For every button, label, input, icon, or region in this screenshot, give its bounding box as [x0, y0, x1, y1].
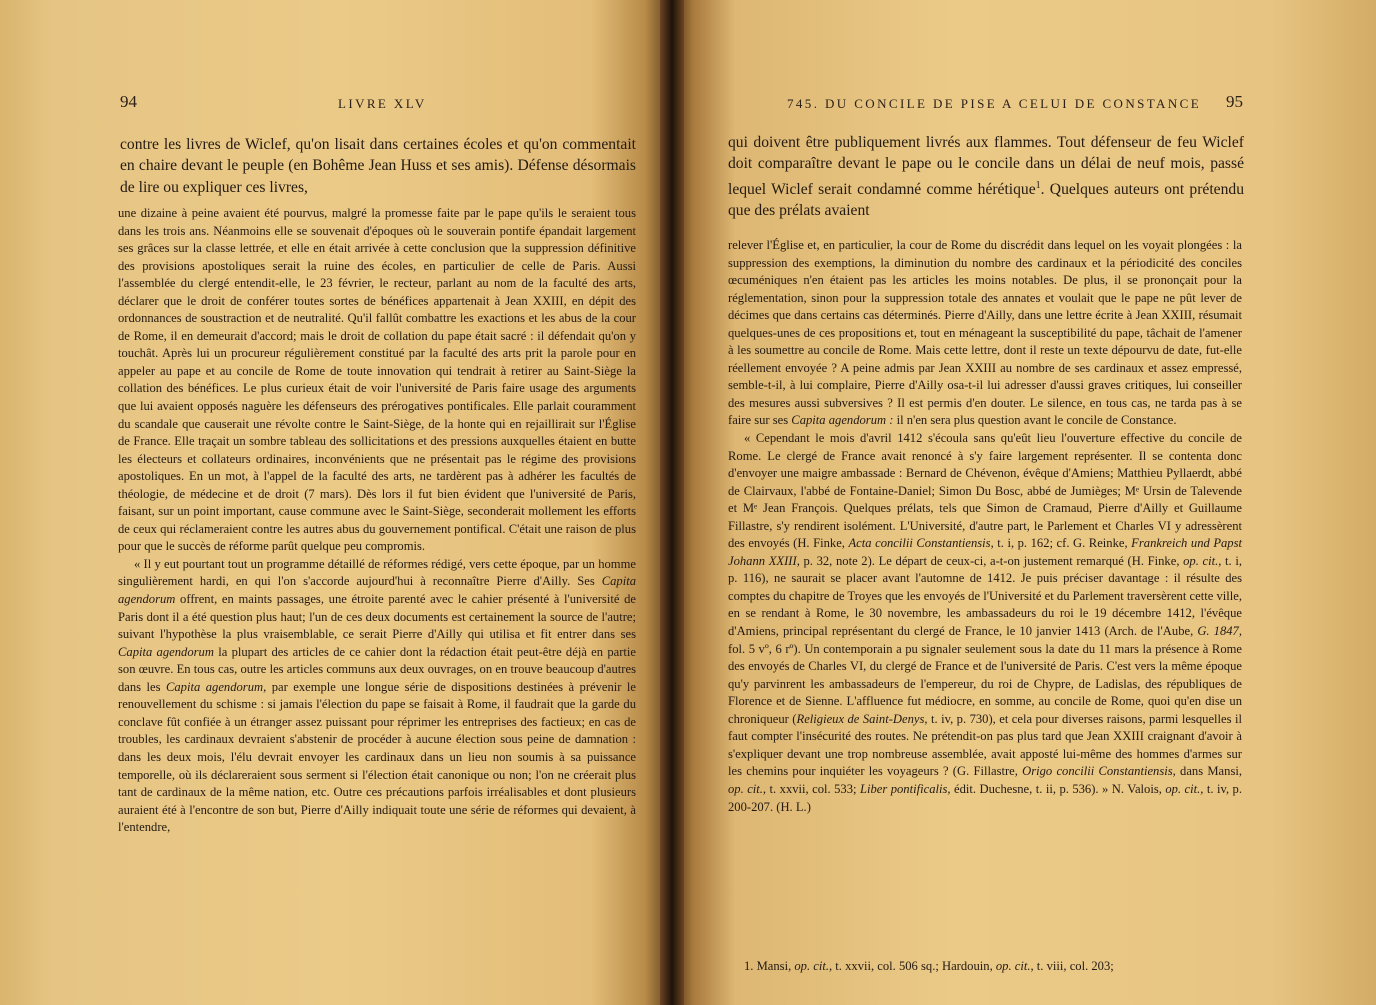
page-number: 95	[1226, 92, 1243, 111]
footnote	[728, 958, 1242, 976]
right-page	[672, 0, 1376, 1005]
main-paragraph: contre les livres de Wiclef, qu'on lisait dans certaines écoles et qu'on commentait en chaire devant le peuple (en Bohême Jean Huss et ses amis). Défense désormais de lire ou expliquer ces livres,	[120, 136, 636, 196]
book-gutter	[660, 0, 684, 1005]
note-paragraph: « Cependant le mois d'avril 1412 s'écoula sans qu'eût lieu l'ouverture effective du concile de Rome. Le clergé de France avait renoncé à s'y faire largement représenter. Il se contenta donc d'envoyer une maigre ambassade : Bernard de Chévenon, évêque d'Amiens; Matthieu Pyllaerdt, abbé de Clairvaux, l'abbé de Fontaine-Daniel; Simon Du Bosc, abbé de Jumièges; Mᵉ Ursin de Talevende et Mᵉ Jean François. Quelques prélats, tels que Simon de Cramaud, Pierre d'Ailly et Guillaume Fillastre, s'y rendirent isolément. L'Université, d'autre part, le Parlement et Charles VI y adressèrent des envoyés (H. Finke, Acta concilii Constantiensis, t. i, p. 162; cf. G. Reinke, Frankreich und Papst Johann XXIII, p. 32, note 2). Le départ de ceux-ci, a-t-on justement remarqué (H. Finke, op. cit., t. i, p. 116), ne saurait se placer avant l'automne de 1412. Je puis préciser davantage : il résulte des comptes du chapitre de Troyes que les envoyés de l'Université et du Parlement traversèrent cette ville, en se rendant à Rome, le 30 novembre, les ambassadeurs du roi le 19 décembre 1412, l'évêque d'Amiens, principal représentant du clergé de France, le 10 janvier 1413 (Arch. de l'Aube, G. 1847, fol. 5 vº, 6 rº). Un contemporain a pu signaler seulement sous la date du 11 mars la présence à Rome des envoyés de Charles VI, du clergé de France et de l'université de Paris. C'est vers la même époque qu'y parvinrent les ambassadeurs de l'empereur, du roi de Chypre, de Ladislas, des républiques de Florence et de Sienne. L'affluence fut médiocre, en somme, au concile de Rome, quoi qu'en dise un chroniqueur (Religieux de Saint-Denys, t. iv, p. 730), et cela pour diverses raisons, parmi lesquelles il faut compter l'insécurité des routes. Ne prétendit-on pas plus tard que Jean XXIII craignant d'avoir à s'expliquer devant une trop nombreuse assemblée, avait apposté lui-même des hommes d'armes sur les chemins pour inquiéter les voyageurs ? (G. Fillastre, Origo concilii Constantiensis, dans Mansi, op. cit., t. xxvii, col. 533; Liber pontificalis, édit. Duchesne, t. ii, p. 536). » N. Valois, op. cit., t. iv, p. 200-207. (H. L.)	[728, 431, 1243, 814]
note-paragraph: une dizaine à peine avaient été pourvus, malgré la promesse faite par le pape qu'ils le seraient tous dans les trois ans. Néanmoins elle se souvenait d'époques où le souverain pontife épandait largement ses grâces sur la classe lettrée, et elle en était arrivée à cette conclusion que la suppression définitive des provisions apostoliques serait la ruine des écoles, en particulier de celle de Paris. Aussi l'assemblée du clergé entendit-elle, le 23 février, le recteur, parlant au nom de la faculté des arts, déclarer que le droit de conférer toutes sortes de bénéfices appartenait à Jean XXIII, en dépit des ordonnances de soustraction et de neutralité. Qu'il fallût combattre les exactions et les abus de la cour de Rome, il en demeurait d'accord; mais le droit de collation du pape était sacré : il défendait qu'on y touchât. Après lui un procureur régulièrement constitué par la faculté des arts prit la parole pour en appeler au pape et au concile de Rome de toute innovation qui tendrait à retirer au Saint-Siège la collation des bénéfices. Le plus curieux était de voir l'université de Paris faire usage des arguments que lui avaient opposés naguère les défenseurs des prérogatives pontificales. Elle parlait couramment du scandale que causerait une révolte contre le Saint-Siège, de la honte qui en rejaillirait sur l'Église de France. Elle traçait un sombre tableau des sollicitations et des pressions auxquelles étaient en butte les électeurs et collateurs ordinaires, inconvénients que ne présentait pas le régime des provisions apostoliques. En un mot, à l'appel de la faculté des arts, ne tardèrent pas à adhérer les facultés de théologie, de médecine et de droit (7 mars). Dès lors il fut bien évident que l'université de Paris, faisant, sur un point important, cause commune avec le Saint-Siège, seconderait mollement les efforts de ceux qui réclameraient contre les autres abus du gouvernement pontifical. C'était une raison de plus pour que le succès de réforme parût quelque peu compromis.	[118, 206, 636, 554]
note-text	[728, 237, 1242, 816]
main-text	[728, 132, 1244, 221]
main-paragraph: qui doivent être publiquement livrés aux flammes. Tout défenseur de feu Wiclef doit comparaître devant le pape ou le concile dans un délai de neuf mois, passé lequel Wiclef serait condamné comme hérétique$^1$. Quelques auteurs ont prétendu que des prélats avaient	[728, 134, 1244, 220]
page-number: 94	[120, 92, 137, 111]
running-head: LIVRE XLV	[338, 96, 427, 111]
left-page	[0, 0, 672, 1005]
footnote-paragraph: 1. Mansi, op. cit., t. xxvii, col. 506 sq.; Hardouin, op. cit., t. viii, col. 203;	[744, 959, 1114, 973]
note-paragraph: « Il y eut pourtant tout un programme détaillé de réformes rédigé, vers cette époque, par un homme singulièrement hardi, en qui l'on s'accorde aujourd'hui à reconnaître Pierre d'Ailly. Ses Capita agendorum offrent, en maints passages, une étroite parenté avec le cahier présenté à l'université de Paris dont il a été question plus haut; l'un de ces deux documents est certainement la source de l'autre; suivant l'hypothèse la plus vraisemblable, ce serait Pierre d'Ailly qui utilisa et fit entrer dans ses Capita agendorum la plupart des articles de ce cahier dont la rédaction était peut-être déjà en partie son œuvre. En tous cas, outre les articles communs aux deux ouvrages, on en trouve beaucoup d'autres dans les Capita agendorum, par exemple une longue série de dispositions destinées à prévenir le renouvellement du schisme : si jamais l'élection du pape se faisait à Rome, il faudrait que la garde du conclave fût confiée à un étranger assez puissant pour réprimer les entreprises des factieux; en cas de troubles, les cardinaux devraient s'abstenir de procéder à aucune élection sous peine de damnation : dans les deux mois, l'élu devrait envoyer les cardinaux dans un lieu non soumis à sa puissance temporelle, où ils déclareraient sous serment si l'élection était canonique ou non; l'on ne créerait plus tant de cardinaux de la même nation, etc. Outre ces précautions parfois irréalisables et dont plusieurs auraient été à l'encontre de son but, Pierre d'Ailly indiquait toute une série de réformes qui devaient, à l'entendre,	[118, 556, 637, 835]
note-paragraph: relever l'Église et, en particulier, la cour de Rome du discrédit dans lequel on les voyait plongées : la suppression des exemptions, la diminution du nombre des cardinaux et la périodicité des conciles œcuméniques n'en étaient pas les articles les moins notables. De plus, il se prononçait pour la réglementation, sinon pour la suppression totale des annates et voulait que le pape ne pût lever de décimes que dans certains cas déterminés. Pierre d'Ailly, dans une lettre écrite à Jean XXIII, résumait quelques-unes de ces propositions et, tout en ménageant la susceptibilité du pape, tâchait de l'amener à les soumettre au concile de Rome. Mais cette lettre, dont il reste un texte dépourvu de date, fut-elle réellement envoyée ? A peine admis par Jean XXIII au nombre de ses cardinaux et assez empressé, semble-t-il, à lui complaire, Pierre d'Ailly osa-t-il lui adresser d'aussi graves critiques, lui conseiller des mesures aussi subversives ? Il est permis d'en douter. Le silence, en tous cas, ne tarda pas à se faire sur ses Capita agendorum : il n'en sera plus question avant le concile de Constance.	[728, 238, 1242, 428]
note-text	[118, 205, 636, 837]
main-text	[120, 134, 636, 198]
running-head: 745. DU CONCILE DE PISE A CELUI DE CONSTANCE	[787, 96, 1202, 111]
